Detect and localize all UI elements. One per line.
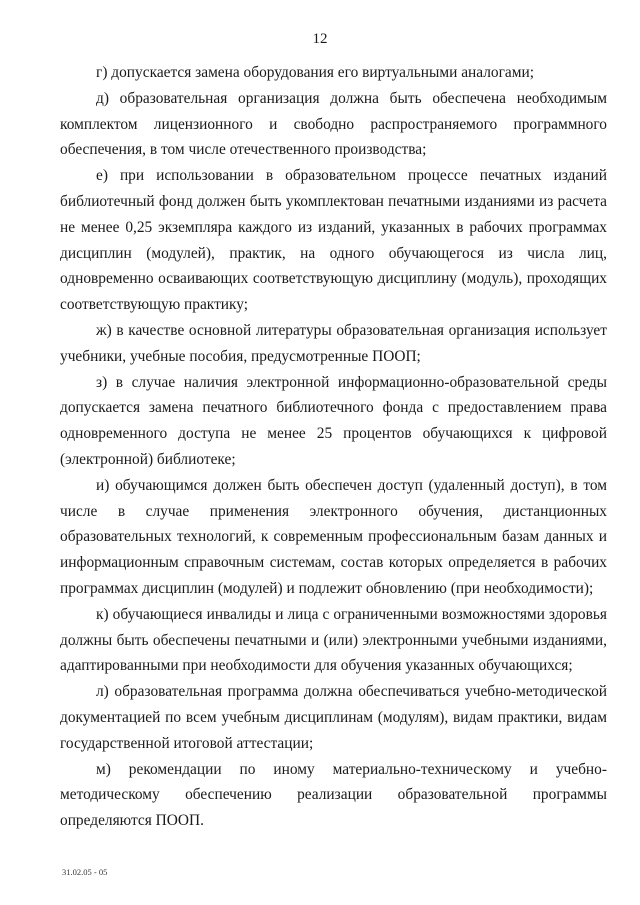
paragraph-e: е) при использовании в образовательном процессе печатных изданий библиотечный фонд должен быть укомплектован печатными изданиями из расчета не менее 0,25 экземпляра каждого из изданий, указанных в рабочих программах дисциплин (модулей), практик, на одного обучающегося из числа лиц, одновременно осваивающих соответствующую дисциплину (модуль), проходящих соответствующую практику; [60, 167, 607, 314]
document-body [60, 60, 607, 834]
paragraph-zh: ж) в качестве основной литературы образовательная организация использует учебники, учебные пособия, предусмотренные ПООП; [60, 321, 607, 365]
paragraph-d: д) образовательная организация должна быть обеспечена необходимым комплектом лицензионного и свободно распространяемого программного обеспечения, в том числе отечественного производства; [60, 89, 607, 159]
paragraph-k: к) обучающиеся инвалиды и лица с ограниченными возможностями здоровья должны быть обеспечены печатными и (или) электронными учебными изданиями, адаптированными при необходимости для обучения указанных обучающихся; [60, 605, 607, 675]
page-number: 12 [312, 31, 328, 47]
paragraph-m: м) рекомендации по иному материально-техническому и учебно-методическому обеспечению реализации образовательной программы определяются ПООП. [60, 760, 607, 830]
document-code: 31.02.05 - 05 [62, 867, 108, 877]
paragraph-g: г) допускается замена оборудования его виртуальными аналогами; [96, 64, 534, 81]
paragraph-l: л) образовательная программа должна обеспечиваться учебно-методической документацией по всем учебным дисциплинам (модулям), видам практики, видам государственной итоговой аттестации; [60, 683, 607, 752]
paragraph-i: и) обучающимся должен быть обеспечен доступ (удаленный доступ), в том числе в случае применения электронного обучения, дистанционных образовательных технологий, к современным профессиональным базам данных и информационным справочным системам, состав которых определяется в рабочих программах дисциплин (модулей) и подлежит обновлению (при необходимости); [60, 476, 607, 597]
paragraph-z: з) в случае наличия электронной информационно-образовательной среды допускается замена печатного библиотечного фонда с предоставлением права одновременного доступа не менее 25 процентов обучающихся к цифровой (электронной) библиотеке; [60, 373, 607, 468]
